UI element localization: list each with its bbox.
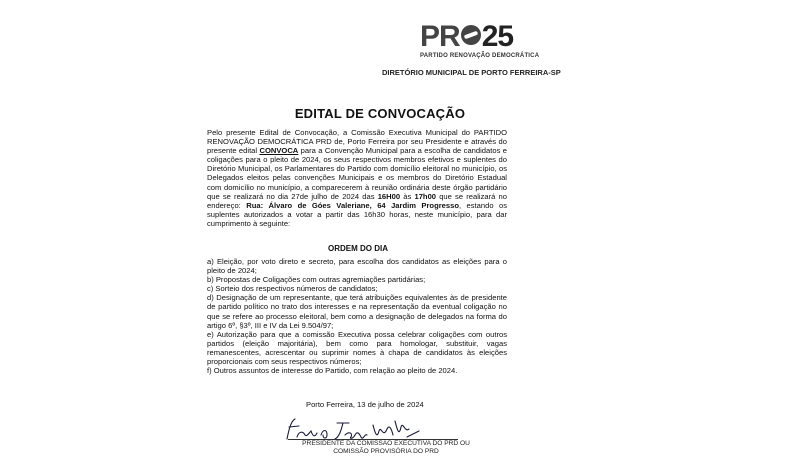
agenda-item: a) Eleição, por voto direto e secreto, para escolha dos candidatos as eleições para o pleito de 2024;: [207, 257, 507, 276]
logo-number: 25: [481, 20, 514, 53]
time-start: 16H00: [377, 191, 401, 201]
meeting-address: Rua: Álvaro de Góes Valeriane, 64 Jardim Progresso: [246, 200, 459, 210]
logo-prefix: PR: [420, 20, 460, 53]
document-title: EDITAL DE CONVOCAÇÃO: [294, 106, 466, 121]
agenda-list: [207, 257, 507, 375]
agenda-title: ORDEM DO DIA: [328, 244, 388, 253]
convoca-word: CONVOCA: [259, 146, 299, 156]
agenda-item: b) Propostas de Coligações com outras agremiações partidárias;: [207, 275, 426, 285]
party-logo: [420, 22, 540, 64]
date-line: Porto Ferreira, 13 de julho de 2024: [306, 400, 424, 409]
intro-paragraph: Pelo presente Edital de Convocação, a Comissão Executiva Municipal do PARTIDO RENOVAÇÃO DEMOCRÁTICA PRD de, Porto Ferreira por seu Presidente e através do presente edital CONVOCA para a Convenção Municipal para a escolha de candidatos e coligações para o pleito de 2024, os seus respectivos membros efetivos e suplentes do Diretório Municipal, os Parlamentares do Partido com domicílio eleitoral no município, os Delegados eleitos pelas convenções Municipais e os membros do Diretório Estadual com domicílio no município, a comparecerem à reunião ordinária deste órgão partidário que se realizará no dia 27de julho de 2024 das 16H00 às 17h00 que se realizará no endereço: Rua: Álvaro de Góes Valeriane, 64 Jardim Progresso, estando os suplentes autorizados a votar a partir das 16h30 horas, neste município, para dar cumprimento à seguinte:: [207, 128, 508, 228]
signature-caption: PRESIDENTE DA COMISSÃO EXECUTIVA DO PRD OU COMISSÃO PROVISÓRIA DO PRD: [302, 440, 470, 455]
agenda-item: c) Sorteio dos respectivos números de candidatos;: [207, 284, 378, 294]
directory-name: DIRETÓRIO MUNICIPAL DE PORTO FERREIRA-SP: [382, 68, 561, 77]
logo-circle-icon: [461, 25, 481, 45]
agenda-item: f) Outros assuntos de interesse do Partido, com relação ao pleito de 2024.: [207, 366, 458, 376]
time-end: 17h00: [414, 191, 437, 201]
agenda-item: d) Designação de um representante, que terá atribuições equivalentes às de presidente de partido político no trato dos interesses e na representação da eventual coligação no que se refere ao processo eleitoral, bem como a designação de delegados na forma do artigo 6º, §3º, III e IV da Lei 9.504/97;: [207, 293, 507, 330]
logo-subtitle: PARTIDO RENOVAÇÃO DEMOCRÁTICA: [420, 53, 540, 59]
agenda-item: e) Autorização para que a comissão Executiva possa celebrar coligações com outros partidos (eleição majoritária), bem como para homologar, substituir, vagas remanescentes, acrescentar ou suprimir nomes à chapa de candidatos às eleições proporcionais com seus respectivos números;: [207, 329, 507, 367]
